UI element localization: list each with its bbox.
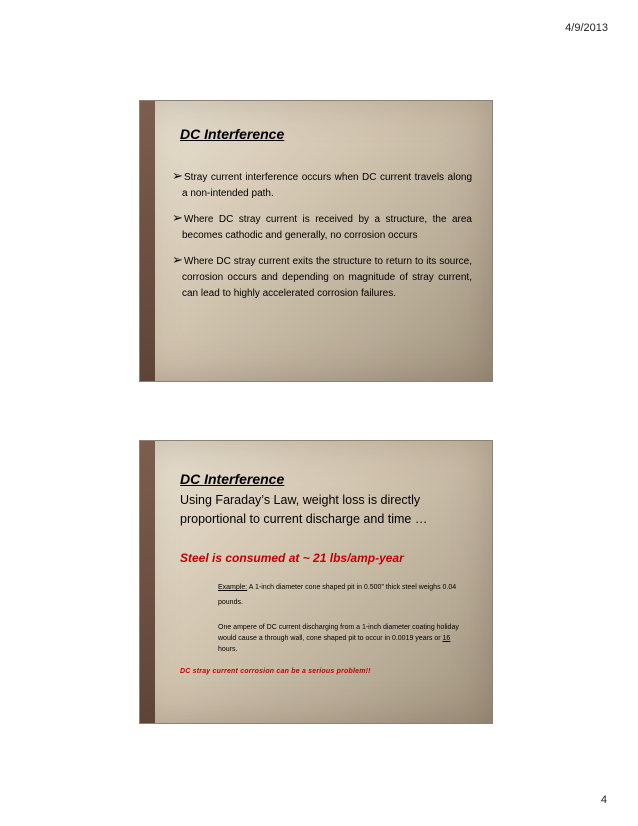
bullet-list	[172, 168, 472, 310]
example-paragraph	[218, 580, 462, 610]
detail-paragraph	[218, 622, 462, 655]
example-text: A 1-inch diameter cone shaped pit in 0.500” thick steel weighs 0.04 pounds.	[218, 584, 457, 606]
warning-text: DC stray current corrosion can be a serious problem!!	[180, 668, 371, 675]
bullet-text: Where DC stray current is received by a structure, the area becomes cathodic and generally, no corrosion occurs	[182, 214, 472, 241]
bullet-item	[172, 168, 472, 202]
faraday-law-intro: Using Faraday’s Law, weight loss is directly proportional to current discharge and time …	[180, 493, 428, 526]
steel-consumption-highlight: Steel is consumed at ~ 21 lbs/amp-year	[180, 551, 404, 565]
detail-suffix: hours.	[218, 646, 238, 653]
bullet-item	[172, 252, 472, 302]
arrow-bullet-icon: ➢	[172, 252, 183, 267]
bullet-text: Where DC stray current exits the structure to return to its source, corrosion occurs and depending on magnitude of stray current, can lead to highly accelerated corrosion failures.	[182, 256, 472, 299]
arrow-bullet-icon: ➢	[172, 168, 183, 183]
detail-hours: 16	[442, 635, 451, 642]
page-date: 4/9/2013	[565, 22, 608, 34]
example-label: Example:	[218, 584, 248, 591]
slide-dc-interference-2	[139, 440, 493, 724]
slide-dc-interference-1	[139, 100, 493, 382]
page-number: 4	[600, 794, 607, 806]
slide-title: DC Interference	[180, 126, 285, 142]
bullet-item	[172, 210, 472, 244]
bullet-text: Stray current interference occurs when DC current travels along a non-intended path.	[182, 172, 472, 199]
detail-prefix: One ampere of DC current discharging from a 1-inch diameter coating holiday would cause a through wall, cone shaped pit to occur in 0.0019 years or	[218, 624, 459, 642]
slide-title: DC Interference	[180, 471, 285, 487]
arrow-bullet-icon: ➢	[172, 210, 183, 225]
